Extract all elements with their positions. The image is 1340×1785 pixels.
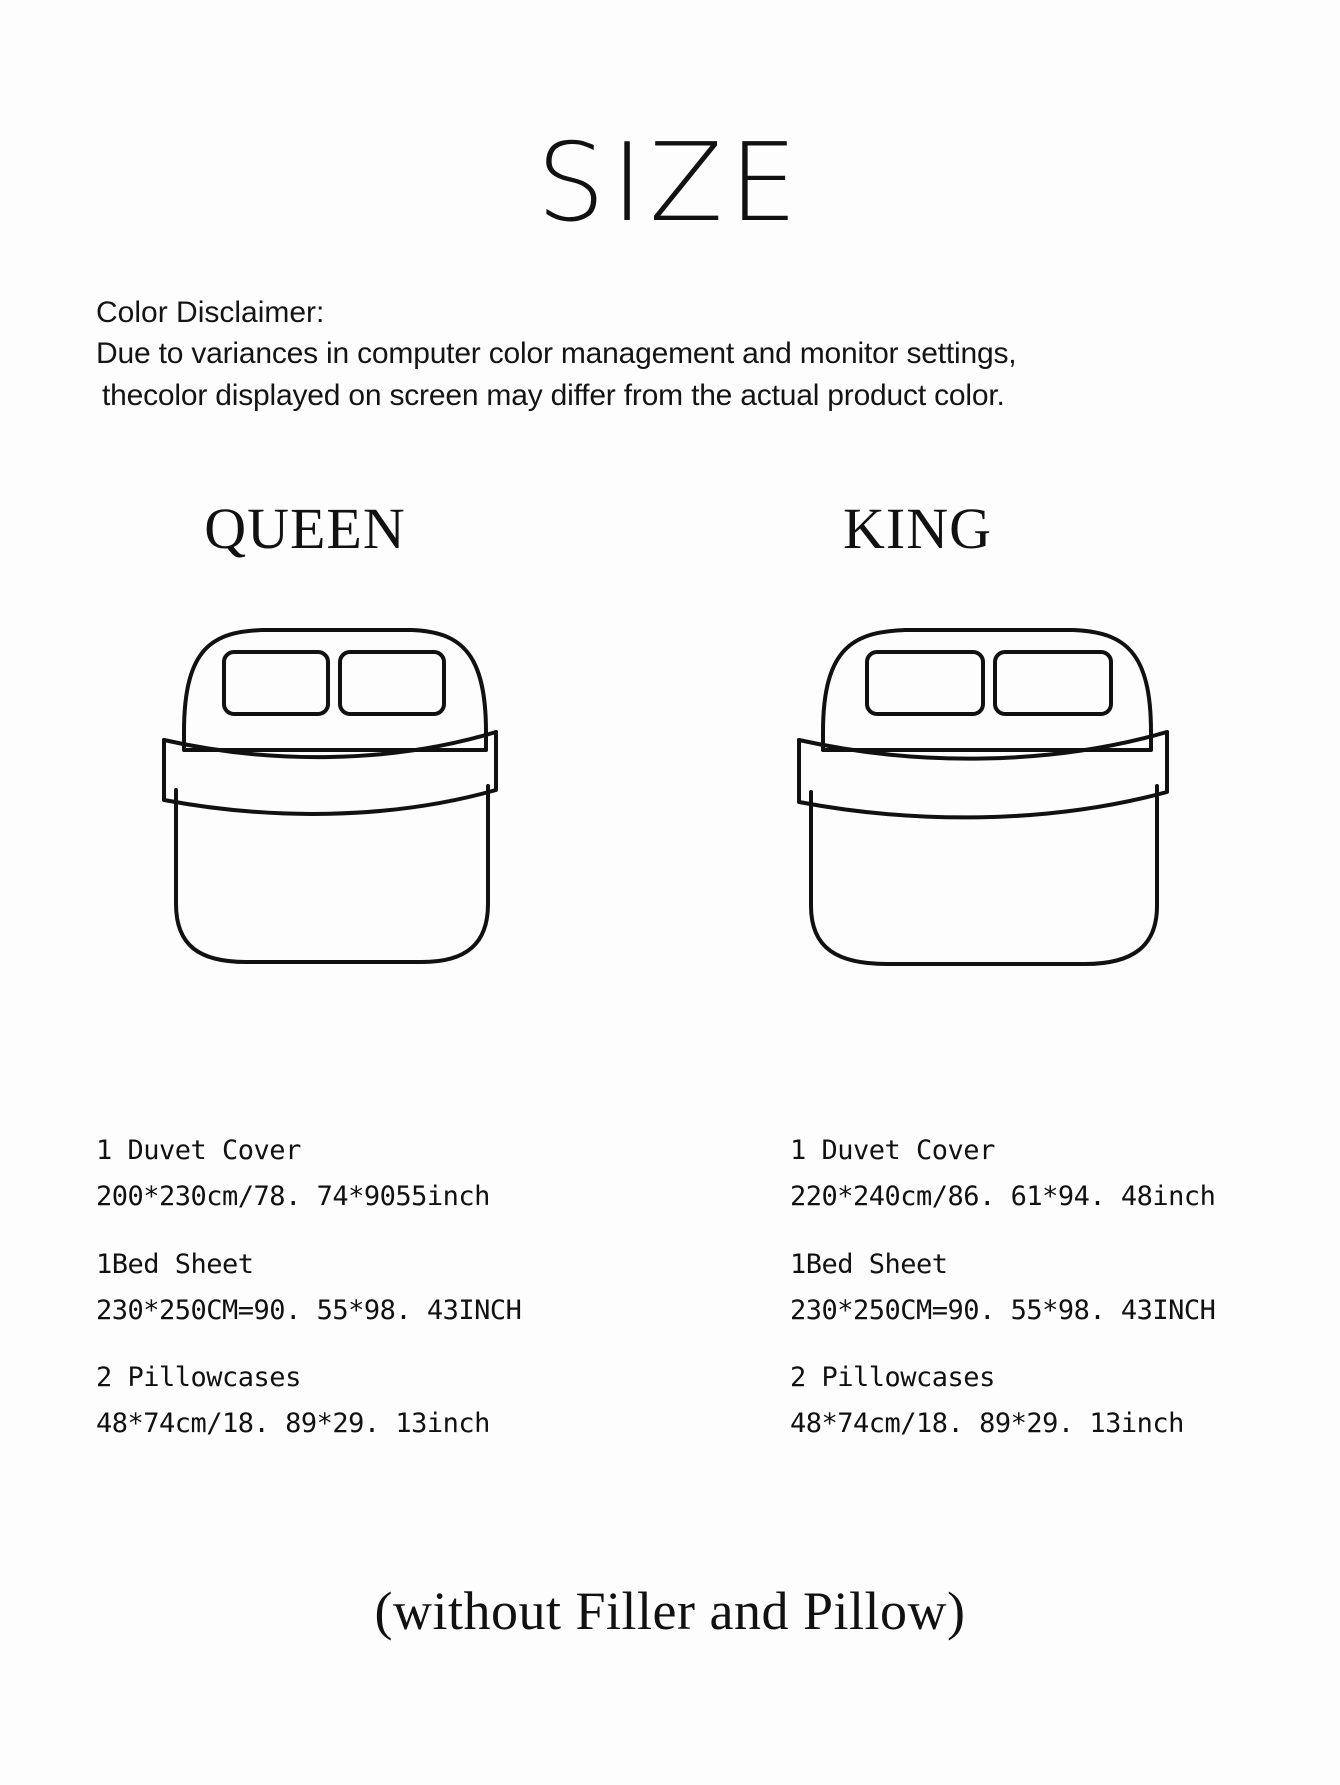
bed-with-two-pillows-icon [785,604,1185,984]
spec-dimensions: 230*250CM=90. 55*98. 43INCH [790,1294,1216,1326]
spec-dimensions: 220*240cm/86. 61*94. 48inch [790,1180,1216,1212]
spec-item [96,1362,521,1440]
disclaimer-heading: Color Disclaimer: [96,296,325,329]
disclaimer-line-1: Due to variances in computer color management and monitor settings, [96,337,1017,371]
spec-dimensions: 48*74cm/18. 89*29. 13inch [96,1408,490,1440]
spec-name: 1Bed Sheet [790,1248,948,1280]
column-heading-queen: QUEEN [204,496,406,561]
spec-list-queen [96,1135,521,1476]
spec-name: 1Bed Sheet [96,1248,254,1280]
bed-illustration-queen-wrapper [60,604,680,984]
spec-dimensions: 230*250CM=90. 55*98. 43INCH [96,1294,522,1326]
color-disclaimer [96,292,1196,416]
spec-name: 1 Duvet Cover [790,1135,995,1166]
bed-illustration-king-wrapper [680,604,1300,984]
spec-list-king [790,1135,1215,1476]
size-column-king [680,496,1300,984]
spec-name: 1 Duvet Cover [96,1135,301,1166]
spec-name: 2 Pillowcases [96,1362,301,1394]
page-title: SIZE [536,121,804,246]
bed-with-two-pillows-icon [150,604,510,984]
spec-name: 2 Pillowcases [790,1362,995,1394]
disclaimer-line-2: thecolor displayed on screen may differ from the actual product color. [102,378,1005,412]
spec-dimensions: 48*74cm/18. 89*29. 13inch [790,1408,1184,1440]
footer-note: (without Filler and Pillow) [374,1581,966,1641]
spec-item [790,1135,1215,1213]
spec-item [790,1362,1215,1440]
spec-item [96,1249,521,1327]
spec-dimensions: 200*230cm/78. 74*9055inch [96,1180,490,1212]
spec-item [96,1135,521,1213]
column-heading-king: KING [843,496,992,561]
spec-item [790,1249,1215,1327]
size-column-queen [60,496,680,984]
